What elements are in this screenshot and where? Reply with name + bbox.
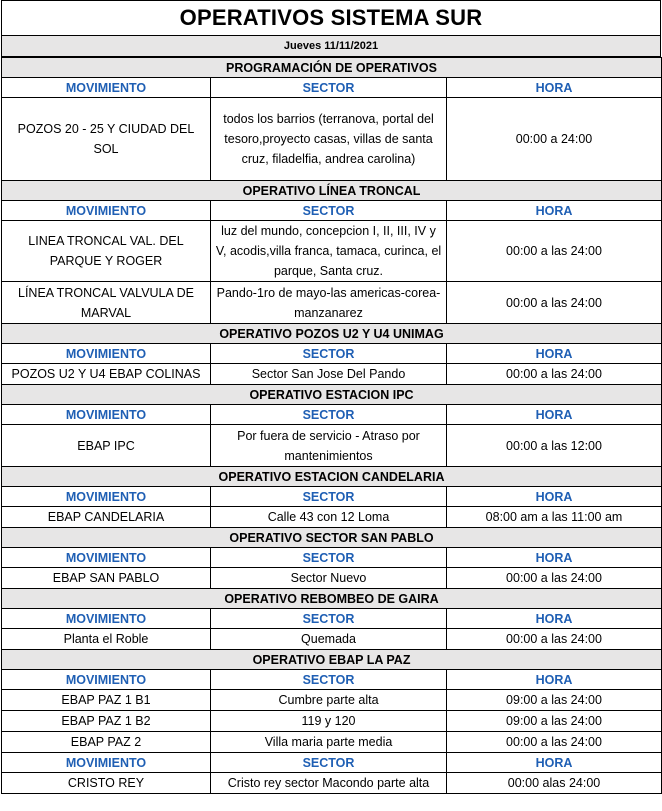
column-header-hora: HORA — [447, 344, 662, 364]
table-row — [2, 98, 662, 181]
cell-hora: 00:00 a las 24:00 — [447, 732, 662, 753]
section-title-row — [2, 650, 662, 670]
column-header-hora: HORA — [447, 78, 662, 98]
cell-hora: 09:00 a las 24:00 — [447, 711, 662, 732]
column-header-movimiento: MOVIMIENTO — [2, 753, 211, 773]
section-title: OPERATIVO ESTACION IPC — [2, 385, 662, 405]
cell-movimiento: EBAP PAZ 2 — [2, 732, 211, 753]
cell-hora: 00:00 a las 12:00 — [447, 425, 662, 467]
cell-movimiento: Planta el Roble — [2, 629, 211, 650]
cell-movimiento: POZOS 20 - 25 Y CIUDAD DEL SOL — [2, 98, 211, 181]
section-title-row — [2, 181, 662, 201]
cell-sector: todos los barrios (terranova, portal del tesoro,proyecto casas, villas de santa cruz, filadelfia, andrea carolina) — [211, 98, 447, 181]
cell-hora: 09:00 a las 24:00 — [447, 690, 662, 711]
cell-sector: Cumbre parte alta — [211, 690, 447, 711]
cell-sector: Quemada — [211, 629, 447, 650]
column-header-movimiento: MOVIMIENTO — [2, 670, 211, 690]
cell-hora: 00:00 a las 24:00 — [447, 568, 662, 589]
table-row — [2, 221, 662, 282]
section-title-row — [2, 324, 662, 344]
table-row — [2, 364, 662, 385]
column-header-movimiento: MOVIMIENTO — [2, 78, 211, 98]
table-row — [2, 282, 662, 324]
table-row — [2, 568, 662, 589]
column-header-row — [2, 487, 662, 507]
table-row — [2, 690, 662, 711]
column-header-hora: HORA — [447, 487, 662, 507]
table-row — [2, 773, 662, 794]
table-row — [2, 425, 662, 467]
column-header-movimiento: MOVIMIENTO — [2, 487, 211, 507]
column-header-sector: SECTOR — [211, 344, 447, 364]
cell-sector: Pando-1ro de mayo-las americas-corea-manzanarez — [211, 282, 447, 324]
column-header-sector: SECTOR — [211, 753, 447, 773]
section-title: OPERATIVO POZOS U2 Y U4 UNIMAG — [2, 324, 662, 344]
section-title: OPERATIVO REBOMBEO DE GAIRA — [2, 589, 662, 609]
column-header-hora: HORA — [447, 670, 662, 690]
cell-sector: 119 y 120 — [211, 711, 447, 732]
cell-movimiento: EBAP SAN PABLO — [2, 568, 211, 589]
column-header-row — [2, 670, 662, 690]
table-row — [2, 732, 662, 753]
column-header-movimiento: MOVIMIENTO — [2, 548, 211, 568]
cell-hora: 00:00 a las 24:00 — [447, 221, 662, 282]
cell-movimiento: CRISTO REY — [2, 773, 211, 794]
cell-sector: luz del mundo, concepcion I, II, III, IV y V, acodis,villa franca, tamaca, curinca, el parque, Santa cruz. — [211, 221, 447, 282]
cell-hora: 00:00 a las 24:00 — [447, 282, 662, 324]
cell-movimiento: POZOS U2 Y U4 EBAP COLINAS — [2, 364, 211, 385]
column-header-row — [2, 609, 662, 629]
column-header-row — [2, 344, 662, 364]
cell-hora: 00:00 alas 24:00 — [447, 773, 662, 794]
column-header-hora: HORA — [447, 548, 662, 568]
column-header-sector: SECTOR — [211, 78, 447, 98]
date-label: Jueves 11/11/2021 — [1, 36, 661, 57]
table-row — [2, 629, 662, 650]
section-title: PROGRAMACIÓN DE OPERATIVOS — [2, 58, 662, 78]
table-row — [2, 711, 662, 732]
cell-hora: 00:00 a 24:00 — [447, 98, 662, 181]
cell-movimiento: EBAP PAZ 1 B2 — [2, 711, 211, 732]
column-header-sector: SECTOR — [211, 609, 447, 629]
operativos-table-body — [2, 58, 662, 794]
column-header-hora: HORA — [447, 201, 662, 221]
operativos-sheet — [1, 0, 661, 794]
cell-sector: Por fuera de servicio - Atraso por mantenimientos — [211, 425, 447, 467]
column-header-row — [2, 201, 662, 221]
column-header-sector: SECTOR — [211, 201, 447, 221]
column-header-movimiento: MOVIMIENTO — [2, 405, 211, 425]
section-title: OPERATIVO EBAP LA PAZ — [2, 650, 662, 670]
section-title-row — [2, 58, 662, 78]
column-header-movimiento: MOVIMIENTO — [2, 201, 211, 221]
column-header-sector: SECTOR — [211, 487, 447, 507]
cell-movimiento: LÍNEA TRONCAL VALVULA DE MARVAL — [2, 282, 211, 324]
column-header-hora: HORA — [447, 753, 662, 773]
cell-movimiento: EBAP IPC — [2, 425, 211, 467]
column-header-row — [2, 405, 662, 425]
column-header-row — [2, 548, 662, 568]
page-title: OPERATIVOS SISTEMA SUR — [1, 0, 661, 36]
operativos-table — [1, 57, 662, 794]
cell-sector: Villa maria parte media — [211, 732, 447, 753]
column-header-sector: SECTOR — [211, 670, 447, 690]
cell-movimiento: EBAP PAZ 1 B1 — [2, 690, 211, 711]
cell-movimiento: EBAP CANDELARIA — [2, 507, 211, 528]
cell-sector: Cristo rey sector Macondo parte alta — [211, 773, 447, 794]
section-title: OPERATIVO ESTACION CANDELARIA — [2, 467, 662, 487]
column-header-hora: HORA — [447, 609, 662, 629]
column-header-movimiento: MOVIMIENTO — [2, 344, 211, 364]
cell-movimiento: LINEA TRONCAL VAL. DEL PARQUE Y ROGER — [2, 221, 211, 282]
cell-sector: Sector San Jose Del Pando — [211, 364, 447, 385]
section-title-row — [2, 467, 662, 487]
column-header-row — [2, 753, 662, 773]
cell-hora: 08:00 am a las 11:00 am — [447, 507, 662, 528]
section-title: OPERATIVO SECTOR SAN PABLO — [2, 528, 662, 548]
section-title-row — [2, 589, 662, 609]
cell-hora: 00:00 a las 24:00 — [447, 364, 662, 385]
column-header-sector: SECTOR — [211, 405, 447, 425]
column-header-movimiento: MOVIMIENTO — [2, 609, 211, 629]
table-row — [2, 507, 662, 528]
cell-sector: Calle 43 con 12 Loma — [211, 507, 447, 528]
cell-sector: Sector Nuevo — [211, 568, 447, 589]
section-title-row — [2, 528, 662, 548]
cell-hora: 00:00 a las 24:00 — [447, 629, 662, 650]
column-header-row — [2, 78, 662, 98]
column-header-hora: HORA — [447, 405, 662, 425]
section-title: OPERATIVO LÍNEA TRONCAL — [2, 181, 662, 201]
section-title-row — [2, 385, 662, 405]
column-header-sector: SECTOR — [211, 548, 447, 568]
